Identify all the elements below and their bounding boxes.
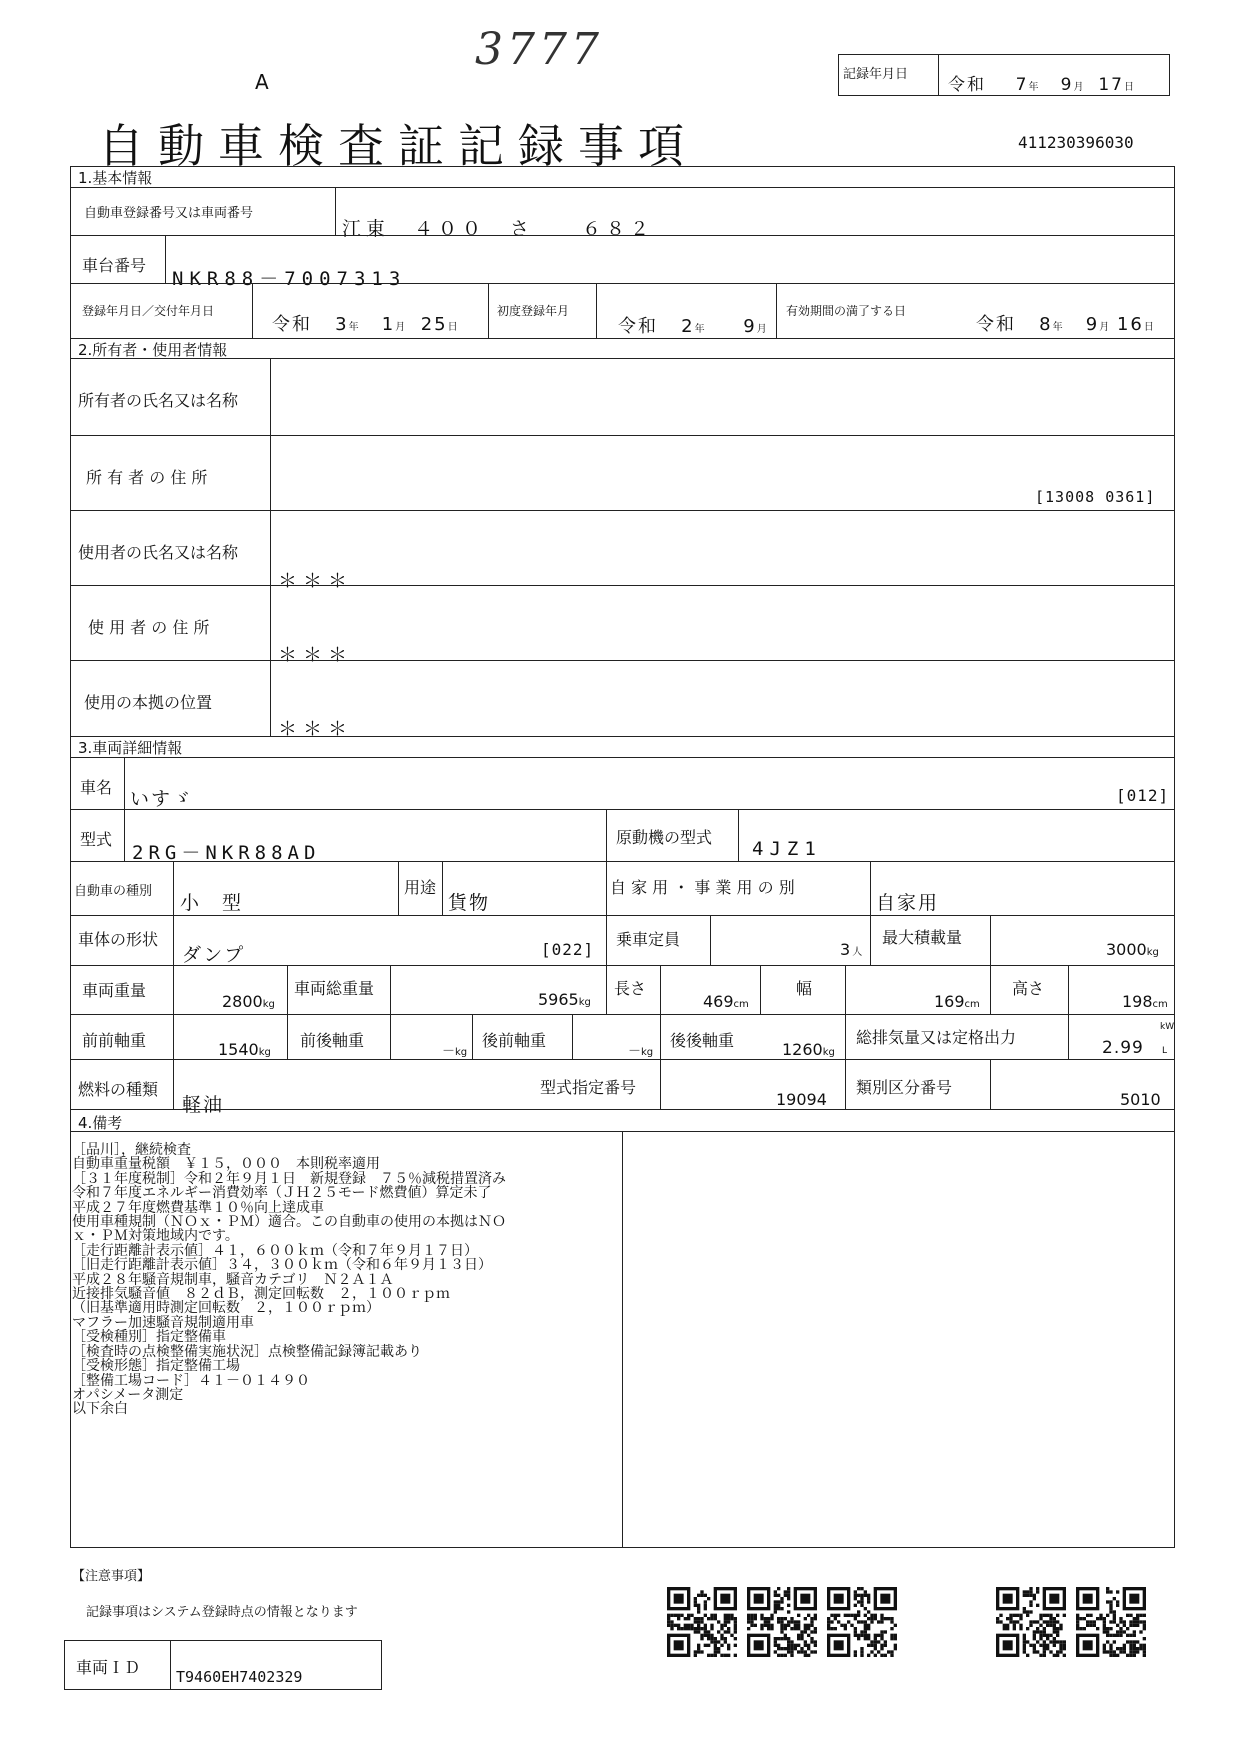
car-name-label: 車名 [80, 778, 113, 797]
first-reg-value: 令和 2年 9月 [618, 316, 767, 337]
remarks-line: 平成２８年騒音規制車，騒音カテゴリ Ｎ２Ａ１Ａ [72, 1271, 394, 1288]
remarks-line: ［品川］，継続検査 [72, 1142, 191, 1158]
user-address-value: ＊＊＊ [278, 644, 354, 666]
length-value: 469cm [703, 992, 749, 1011]
user-address-label: 使 用 者 の 住 所 [88, 618, 210, 637]
base-location-value: ＊＊＊ [278, 718, 354, 740]
chassis-value: NKR88－7007313 [172, 268, 407, 290]
user-name-label: 使用者の氏名又は名称 [78, 543, 239, 562]
height-value: 198cm [1122, 992, 1168, 1011]
remarks-line: （旧基準適用時測定回転数 ２，１００ｒｐｍ） [72, 1300, 380, 1317]
capacity-value: 3人 [840, 940, 863, 959]
section1-header: 1.基本情報 [78, 169, 153, 187]
capacity-label: 乗車定員 [616, 930, 681, 949]
rf-axle-label: 後前軸重 [482, 1031, 547, 1050]
notes-text: 記録事項はシステム登録時点の情報となります [86, 1605, 358, 1620]
remarks-line: ［検査時の点検整備実施状況］点検整備記録簿記載あり [72, 1343, 422, 1360]
section3-header: 3.車両詳細情報 [78, 739, 183, 757]
model-value: 2RG－NKR88AD [132, 842, 321, 864]
max-load-value: 3000kg [1106, 940, 1159, 959]
vehicle-id-label: 車両ＩＤ [76, 1658, 141, 1677]
rr-axle-label: 後後軸重 [670, 1031, 735, 1050]
remarks-line: ［整備工場コード］４１－０１４９０ [72, 1372, 310, 1389]
page-title: 自動車検査証記録事項 [98, 119, 698, 173]
record-date-label: 記録年月日 [843, 67, 909, 82]
ff-axle-label: 前前軸重 [82, 1031, 147, 1050]
handwritten-number: 3777 [475, 24, 603, 75]
width-value: 169cm [934, 992, 980, 1011]
displacement-value: 2.99 [1102, 1038, 1144, 1058]
engine-label: 原動機の型式 [616, 828, 713, 847]
remarks-line: ［３１年度税制］令和２年９月１日 新規登録 ７５％減税措置済み [72, 1170, 506, 1187]
remarks-line: 近接排気騒音値 ８２ｄＢ，測定回転数 ２，１００ｒｐｍ [72, 1286, 450, 1303]
section4-header: 4.備考 [78, 1114, 123, 1132]
l-unit: L [1162, 1046, 1168, 1056]
model-label: 型式 [80, 830, 113, 849]
rr-axle-value: 1260kg [782, 1040, 835, 1059]
length-label: 長さ [614, 979, 647, 998]
fr-axle-value: －kg [442, 1044, 468, 1059]
gross-label: 車両総重量 [294, 979, 375, 998]
notes-header: 【注意事項】 [72, 1569, 151, 1584]
user-name-value: ＊＊＊ [278, 570, 354, 592]
designation-label: 型式指定番号 [540, 1078, 637, 1097]
use-value: 貨物 [448, 892, 491, 914]
kw-unit: kW [1160, 1022, 1175, 1032]
expiry-value: 令和 8年 9月 16日 [976, 314, 1154, 335]
ff-axle-value: 1540kg [218, 1040, 271, 1059]
category-label: 類別区分番号 [856, 1078, 953, 1097]
reg-number-label: 自動車登録番号又は車両番号 [84, 206, 254, 221]
gross-value: 5965kg [538, 990, 591, 1009]
reg-date-value: 令和 3年 1月 25日 [272, 314, 458, 335]
remarks-line: ｘ・ＰＭ対策地域内です。 [72, 1228, 239, 1245]
owner-name-label: 所有者の氏名又は名称 [78, 391, 239, 410]
width-label: 幅 [796, 979, 813, 998]
weight-value: 2800kg [222, 992, 275, 1011]
remarks-line: 自動車重量税額 ￥１５，０００ 本則税率適用 [72, 1156, 380, 1173]
car-name-code: [012] [1116, 786, 1170, 805]
car-name-value: いすゞ [130, 788, 194, 810]
remarks-line: 令和７年度エネルギー消費効率（ＪＨ２５モード燃費値）算定未了 [72, 1185, 492, 1202]
use-label: 用途 [404, 878, 437, 897]
reg-date-label: 登録年月日／交付年月日 [82, 304, 215, 318]
private-business-label: 自 家 用 ・ 事 業 用 の 別 [610, 878, 795, 897]
remarks-line: ［受検種別］指定整備車 [72, 1329, 226, 1346]
remarks-list [72, 1143, 622, 1417]
weight-label: 車両重量 [82, 981, 147, 1000]
qr-code-icon [747, 1586, 817, 1658]
chassis-label: 車台番号 [82, 256, 147, 275]
owner-address-code: [13008 0361] [1035, 488, 1156, 506]
category-value: 5010 [1120, 1090, 1161, 1109]
height-label: 高さ [1012, 979, 1045, 998]
remarks-line: ［旧走行距離計表示値］３４，３００ｋｍ（令和６年９月１３日） [72, 1257, 492, 1274]
qr-code-icon [996, 1586, 1066, 1658]
body-code: [022] [541, 940, 595, 959]
remarks-line: ［受検形態］指定整備工場 [72, 1358, 240, 1375]
type-label: 自動車の種別 [74, 884, 153, 899]
qr-code-icon [1076, 1586, 1146, 1658]
designation-value: 19094 [776, 1090, 827, 1109]
owner-address-label: 所 有 者 の 住 所 [86, 468, 208, 487]
max-load-label: 最大積載量 [882, 928, 963, 947]
remarks-line: 平成２７年度燃費基準１０％向上達成車 [72, 1199, 324, 1216]
displacement-label: 総排気量又は定格出力 [856, 1028, 1017, 1047]
rf-axle-value: －kg [628, 1044, 654, 1059]
qr-code-icon [667, 1586, 737, 1658]
first-reg-label: 初度登録年月 [497, 304, 570, 318]
corner-mark: A [255, 70, 269, 94]
reg-number-value: 江東 ４００ さ ６８２ [342, 218, 655, 240]
engine-value: 4JZ1 [752, 838, 822, 860]
remarks-line: 以下余白 [72, 1401, 128, 1418]
record-date-value: 令和 7年 9月 17日 [948, 75, 1134, 95]
body-label: 車体の形状 [78, 930, 159, 949]
remarks-line: マフラー加速騒音規制適用車 [72, 1314, 254, 1331]
remarks-line: ［走行距離計表示値］４１，６００ｋｍ（令和７年９月１７日） [72, 1242, 478, 1259]
document-number: 411230396030 [1018, 133, 1134, 152]
fuel-label: 燃料の種類 [78, 1080, 159, 1099]
expiry-label: 有効期間の満了する日 [786, 304, 907, 318]
remarks-line: オパシメータ測定 [72, 1386, 184, 1403]
qr-code-icon [827, 1586, 897, 1658]
vehicle-id-value: T9460EH7402329 [176, 1668, 303, 1686]
section2-header: 2.所有者・使用者情報 [78, 341, 228, 359]
type-value: 小 型 [180, 892, 244, 914]
base-location-label: 使用の本拠の位置 [84, 693, 213, 712]
body-value: ダンプ [182, 944, 246, 966]
fr-axle-label: 前後軸重 [300, 1031, 365, 1050]
fuel-value: 軽油 [182, 1094, 225, 1116]
private-business-value: 自家用 [876, 892, 940, 914]
remarks-line: 使用車種規制（ＮＯｘ・ＰＭ）適合。この自動車の使用の本拠はＮＯ [72, 1214, 506, 1231]
